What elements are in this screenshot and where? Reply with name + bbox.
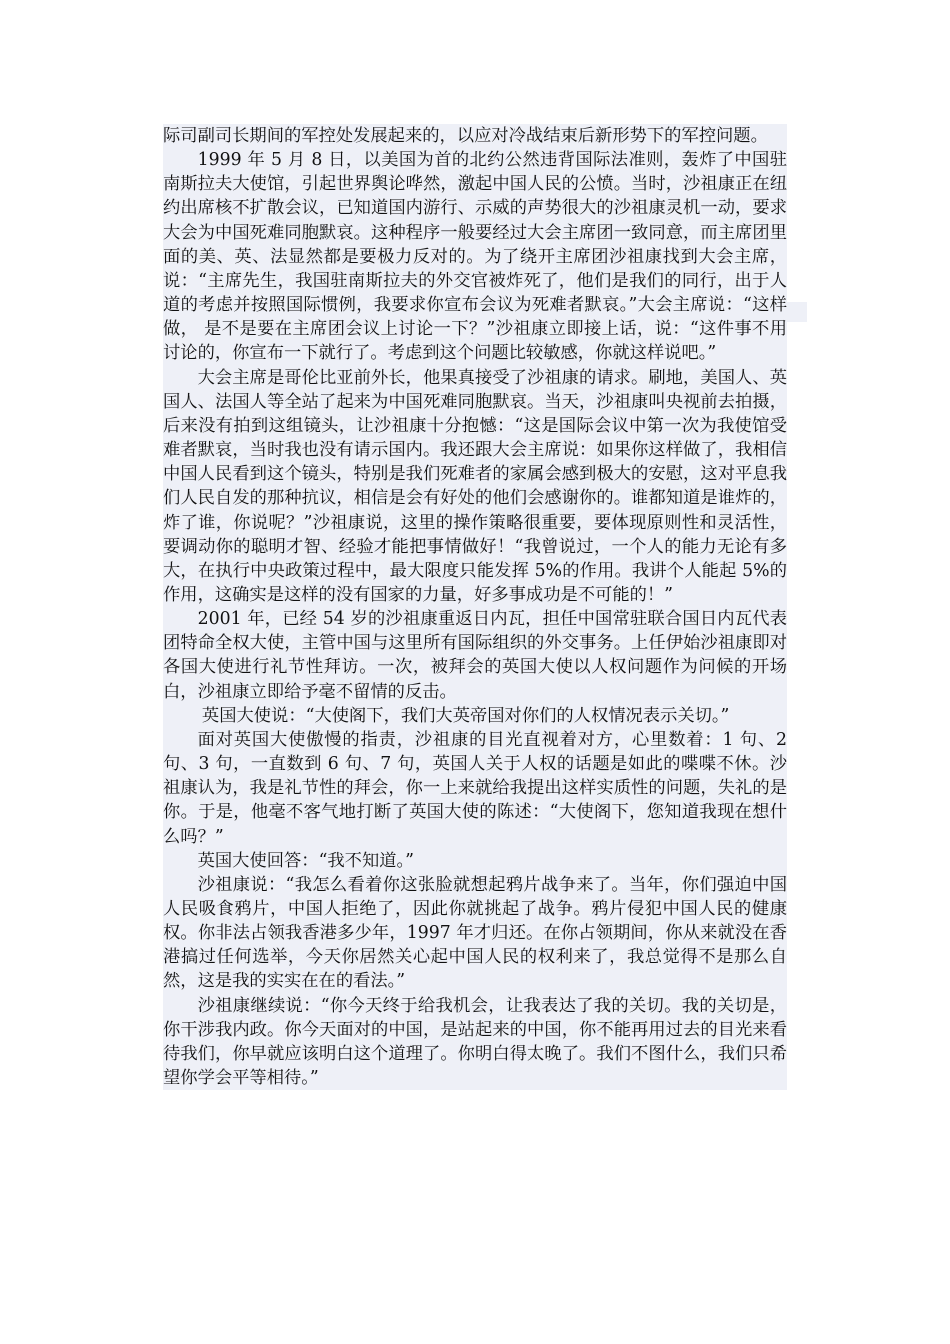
paragraph-2: 1999 年 5 月 8 日，以美国为首的北约公然违背国际法准则，轰炸了中国驻南斯拉夫大使馆，引起世界舆论哗然，激起中国人民的公愤。当时，沙祖康正在纽约出席核不扩散会议，已知道国内游行、示威的声势很大的沙祖康灵机一动，要求大会为中国死难同胞默哀。这种程序一般要经过大会主席团一致同意，而主席团里面的美、英、法显然都是要极力反对的。为了绕开主席团沙祖康找到大会主席，说：“主席先生，我国驻南斯拉夫的外交官被炸死了，他们是我们的同行，出于人道的考虑并按照国际惯例，我要求你宣布会议为死难者默哀。”大会主席说：“这样做， 是不是要在主席团会议上讨论一下？”沙祖康立即接上话，说：“这件事不用讨论的，你宣布一下就行了。考虑到这个问题比较敏感，你就这样说吧。” [163,150,787,364]
paragraph-4: 2001 年，已经 54 岁的沙祖康重返日内瓦，担任中国常驻联合国日内瓦代表团特命全权大使，主管中国与这里所有国际组织的外交事务。上任伊始沙祖康即对各国大使进行礼节性拜访。一次，被拜会的英国大使以人权问题作为问候的开场白，沙祖康立即给予毫不留情的反击。 [163,609,787,702]
paragraph-1: 际司副司长期间的军控处发展起来的，以应对冷战结束后新形势下的军控问题。 [163,126,768,146]
paragraph-9: 沙祖康继续说：“你今天终于给我机会，让我表达了我的关切。我的关切是，你干涉我内政。你今天面对的中国，是站起来的中国，你不能再用过去的目光来看待我们，你早就应该明白这个道理了。你明白得太晚了。我们不图什么，我们只希望你学会平等相待。” [163,995,787,1089]
paragraph-3: 大会主席是哥伦比亚前外长，他果真接受了沙祖康的请求。刷地，美国人、英国人、法国人等全站了起来为中国死难同胞默哀。当天，沙祖康叫央视前去拍摄，后来没有拍到这组镜头，让沙祖康十分抱憾：“这是国际会议中第一次为我使馆受难者默哀，当时我也没有请示国内。我还跟大会主席说：如果你这样做了，我相信中国人民看到这个镜头，特别是我们死难者的家属会感到极大的安慰，这对平息我们人民自发的那种抗议，相信是会有好处的他们会感谢你的。谁都知道是谁炸的，炸了谁，你说呢？”沙祖康说，这里的操作策略很重要，要体现原则性和灵活性，要调动你的聪明才智、经验才能把事情做好！“我曾说过，一个人的能力无论有多大，在执行中央政策过程中，最大限度只能发挥 5%的作用。我讲个人能起 5%的作用，这确实是这样的没有国家的力量，好多事成功是不可能的！” [163,367,787,605]
document-body [163,124,787,1090]
paragraph-7: 英国大使回答：“我不知道。” [197,850,414,871]
paragraph-5: 英国大使说：“大使阁下，我们大英帝国对你们的人权情况表示关切。” [201,705,730,726]
paragraph-8: 沙祖康说：“我怎么看着你这张脸就想起鸦片战争来了。当年，你们强迫中国人民吸食鸦片，中国人拒绝了，因此你就挑起了战争。鸦片侵犯中国人民的健康权。你非法占领我香港多少年，1997 年才归还。在你占领期间，你从来就没在香港搞过任何选举，今天你居然关心起中国人民的权利来了，我总觉得不是那么自然，这是我的实实在在的看法。” [163,874,787,992]
highlight-overflow [787,302,807,322]
paragraph-6: 面对英国大使傲慢的指责，沙祖康的目光直视着对方，心里数着：1 句、2 句、3 句，一直数到 6 句、7 句，英国人关于人权的话题是如此的喋喋不休。沙祖康认为，我是礼节性的拜会，你一上来就给我提出这样实质性的问题，失礼的是你。于是，他毫不客气地打断了英国大使的陈述：“大使阁下，您知道我现在想什么吗？” [163,729,787,847]
